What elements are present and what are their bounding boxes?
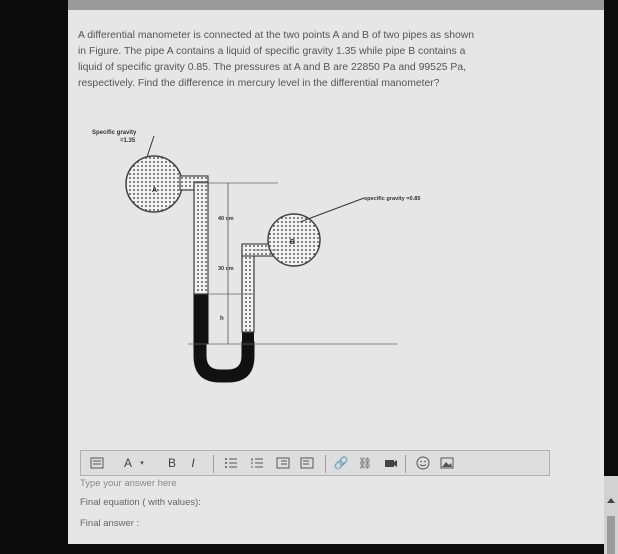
- pipe-a: [126, 156, 182, 212]
- question-text: [78, 28, 598, 92]
- u-bend-mercury: [194, 342, 254, 382]
- toolbar-divider: [213, 455, 214, 473]
- ordered-list-glyph: [250, 457, 264, 469]
- link-icon[interactable]: 🔗: [333, 456, 349, 470]
- outdent-icon[interactable]: [275, 455, 291, 471]
- answer-editor[interactable]: [80, 476, 540, 554]
- right-limb-liquid: [242, 250, 254, 332]
- emoji-glyph: [416, 456, 430, 470]
- unordered-list-icon[interactable]: [223, 455, 239, 471]
- sg-b-leader: [300, 198, 364, 222]
- sg-b-label: specific gravity =0.85: [364, 196, 421, 202]
- unordered-list-glyph: [224, 457, 238, 469]
- sg-a-label-1: Specific gravity: [92, 130, 137, 136]
- answer-placeholder: Type your answer here: [80, 478, 177, 489]
- question-line: A differential manometer is connected at the two points A and B of two pipes as shown: [78, 30, 475, 41]
- indent-glyph: [300, 457, 314, 469]
- format-icon-glyph: [90, 457, 104, 469]
- editor-scrollbar[interactable]: [604, 476, 618, 554]
- chevron-down-icon[interactable]: ▾: [140, 460, 144, 467]
- image-icon[interactable]: [439, 455, 455, 471]
- sg-a-label-2: =1.35: [120, 138, 136, 144]
- manometer-figure: [68, 120, 604, 400]
- ordered-list-icon[interactable]: [249, 455, 265, 471]
- question-line: respectively. Find the difference in mercury level in the differential manometer?: [78, 78, 440, 89]
- left-limb-mercury: [194, 294, 208, 344]
- dim-h-label: h: [220, 316, 224, 322]
- emoji-icon[interactable]: [415, 455, 431, 471]
- toolbar-divider: [325, 455, 326, 473]
- pipe-b-label: B: [290, 239, 296, 246]
- italic-button[interactable]: I: [191, 456, 195, 470]
- outdent-glyph: [276, 457, 290, 469]
- toolbar-divider: [405, 455, 406, 473]
- media-icon[interactable]: [383, 455, 399, 471]
- media-glyph: [384, 457, 398, 469]
- question-line: in Figure. The pipe A contains a liquid of specific gravity 1.35 while pipe B contains a: [78, 46, 466, 57]
- left-limb-liquid: [194, 182, 208, 294]
- format-icon[interactable]: [89, 455, 105, 471]
- answer-line-final: Final answer :: [80, 518, 140, 529]
- font-size-button[interactable]: A: [123, 456, 132, 470]
- top-bar: [68, 0, 604, 10]
- dim-30-label: 30 cm: [218, 266, 234, 272]
- scroll-thumb[interactable]: [607, 516, 615, 554]
- question-panel: [68, 10, 604, 544]
- pipe-a-label: A: [152, 187, 158, 194]
- dim-40-label: 40 cm: [218, 216, 234, 222]
- question-line: liquid of specific gravity 0.85. The pressures at A and B are 22850 Pa and 99525 Pa,: [78, 62, 466, 73]
- editor-toolbar: [80, 450, 550, 476]
- answer-line-equation: Final equation ( with values):: [80, 497, 201, 508]
- scroll-up-icon[interactable]: [607, 498, 615, 503]
- indent-icon[interactable]: [299, 455, 315, 471]
- bold-button[interactable]: B: [167, 456, 176, 470]
- unlink-icon[interactable]: ⛓: [358, 457, 372, 470]
- image-glyph: [440, 457, 454, 469]
